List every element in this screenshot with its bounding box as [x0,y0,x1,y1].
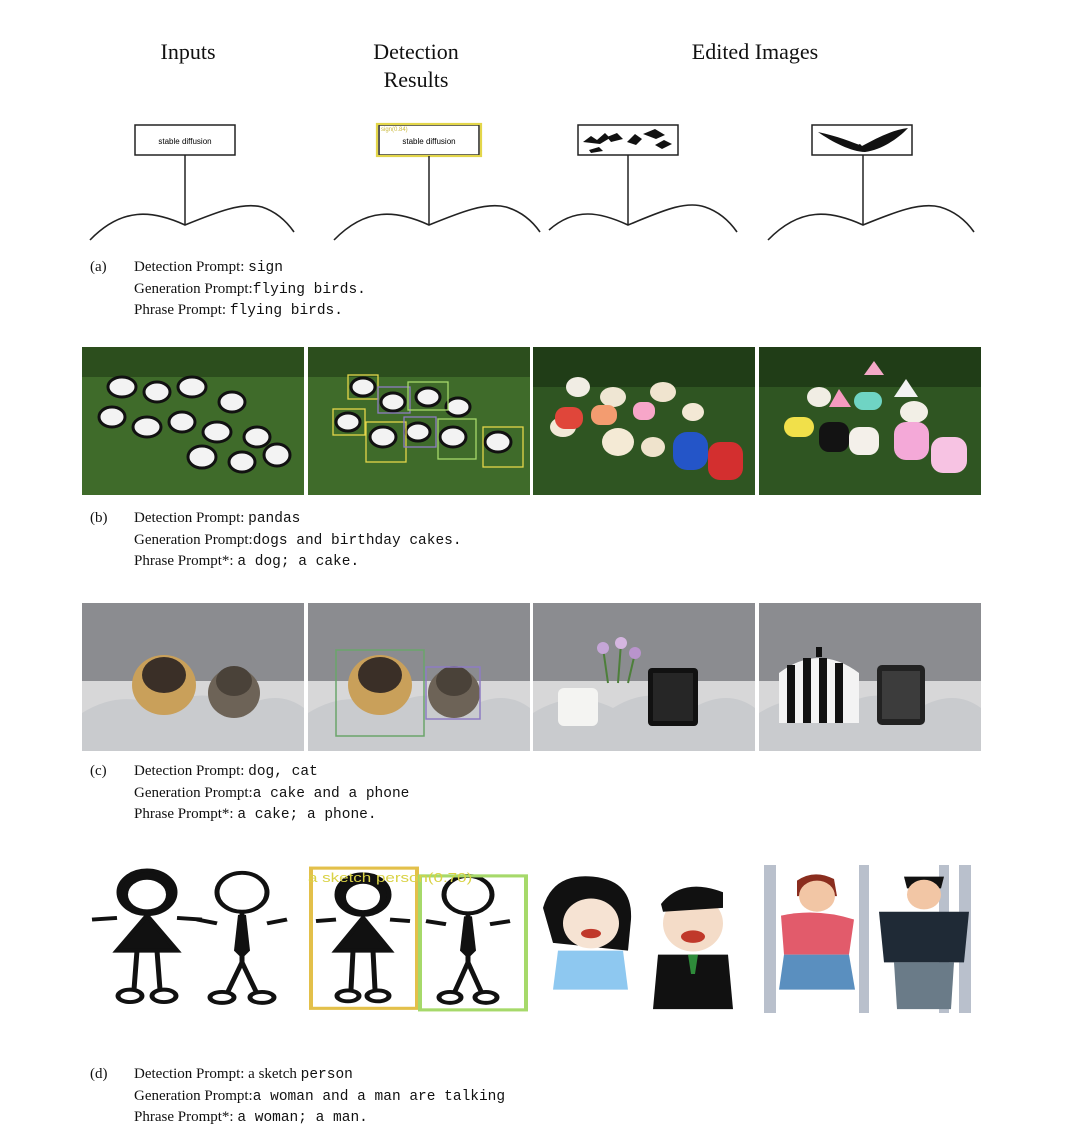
caption-label: (c) [90,763,107,779]
detection-prompt: person [300,1067,353,1083]
phrase-prompt-label: Phrase Prompt*: [134,553,234,569]
row-a-detection-image [328,112,550,260]
row-c-edited-image-2 [759,603,981,751]
generation-prompt-label: Generation Prompt: [134,531,253,548]
generation-prompt: dogs and birthday cakes. [252,532,462,549]
svg-text:a sketch person(0.70): a sketch person(0.70) [308,870,473,886]
caption-label: (b) [90,510,108,526]
row-d-detection-image [308,865,530,1013]
phrase-prompt-label: Phrase Prompt*: [134,806,234,822]
phrase-prompt-label: Phrase Prompt: [134,302,227,318]
row-a-edited-image-2 [762,112,984,260]
row-b-edited-image-1 [533,347,755,495]
detection-prompt: dog, cat [248,764,318,780]
row-c-detection-image [308,603,530,751]
row-b-input-image [82,347,304,495]
detection-prompt-label: Detection Prompt: [134,763,245,779]
generation-prompt-label: Generation Prompt: [134,1087,253,1104]
row-c-edited-image-1 [533,603,755,751]
phrase-prompt: flying birds. [229,303,343,319]
header-edited-images: Edited Images [691,39,819,64]
generation-prompt: flying birds. [252,281,366,298]
phrase-prompt: a cake; a phone. [237,807,377,823]
detection-prompt: pandas [248,511,301,527]
row-b-edited-image-2 [759,347,981,495]
svg-text:stable diffusion: stable diffusion [158,137,212,146]
svg-text:sign(0.84): sign(0.84) [381,127,408,133]
generation-prompt-label: Generation Prompt: [134,784,253,801]
row-c-input-image [82,603,304,751]
row-d-edited-image-1 [533,865,755,1013]
detection-prompt: sign [248,260,283,276]
generation-prompt-label: Generation Prompt: [134,280,253,297]
caption-label: (a) [90,259,107,275]
phrase-prompt: a dog; a cake. [237,554,360,570]
detection-prompt-label: Detection Prompt: [134,510,245,526]
generation-prompt: a cake and a phone [252,785,410,802]
svg-text:stable diffusion: stable diffusion [402,137,456,146]
detection-prompt-plain: a sketch [248,1066,297,1082]
row-a-edited-image-1 [545,112,767,260]
row-a-input-image [82,112,304,260]
detection-prompt-label: Detection Prompt: [134,1066,245,1082]
header-detection-results: Detection Results [373,39,459,92]
row-d-edited-image-2 [759,865,981,1013]
row-b-detection-image [308,347,530,495]
generation-prompt: a woman and a man are talking [252,1088,506,1105]
phrase-prompt: a woman; a man. [237,1110,368,1126]
phrase-prompt-label: Phrase Prompt*: [134,1109,234,1125]
caption-label: (d) [90,1066,108,1082]
detection-prompt-label: Detection Prompt: [134,259,245,275]
row-d-input-image [82,865,304,1013]
header-inputs: Inputs [160,39,216,64]
